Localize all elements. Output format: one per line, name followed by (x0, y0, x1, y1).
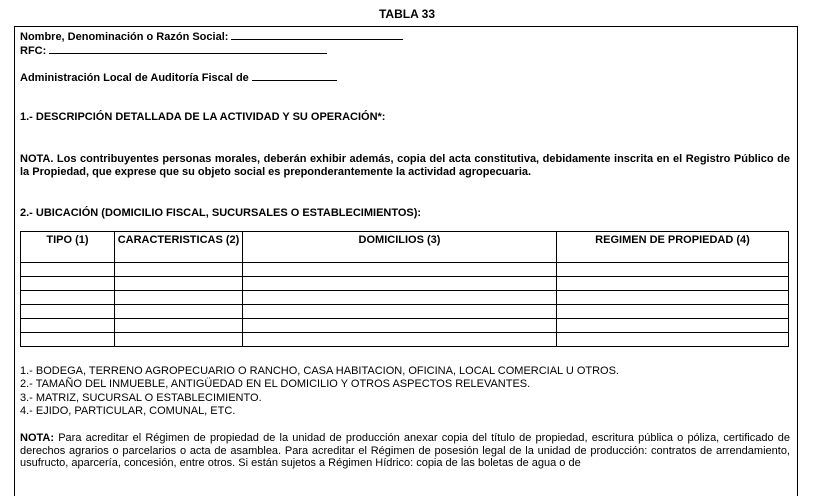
col-domicilios: DOMICILIOS (3) (243, 232, 557, 263)
table-cell[interactable] (557, 291, 789, 305)
table-cell[interactable] (21, 277, 115, 291)
table-cell[interactable] (115, 277, 243, 291)
table-row (21, 305, 789, 319)
table-cell[interactable] (243, 291, 557, 305)
col-caracteristicas: CARACTERISTICAS (2) (115, 232, 243, 263)
table-title: TABLA 33 (378, 7, 435, 21)
rfc-field (20, 43, 327, 57)
table-cell[interactable] (557, 333, 789, 347)
section1-heading: 1.- DESCRIPCIÓN DETALLADA DE LA ACTIVIDAD Y SU OPERACIÓN*: (20, 111, 386, 123)
table-cell[interactable] (243, 305, 557, 319)
footnote-4: 4.- EJIDO, PARTICULAR, COMUNAL, ETC. (20, 404, 236, 417)
table-cell[interactable] (243, 319, 557, 333)
table-cell[interactable] (557, 319, 789, 333)
footnote-2: 2.- TAMAÑO DEL INMUEBLE, ANTIGÜEDAD EN EL DOMICILIO Y OTROS ASPECTOS RELEVANTES. (20, 378, 531, 391)
table-cell[interactable] (115, 291, 243, 305)
final-note-label: NOTA: (20, 432, 55, 444)
table-cell[interactable] (21, 263, 115, 277)
name-label: Nombre, Denominación o Razón Social: (20, 31, 229, 43)
table-row (21, 319, 789, 333)
admin-blank[interactable] (252, 70, 337, 81)
table-cell[interactable] (115, 305, 243, 319)
footnote-3: 3.- MATRIZ, SUCURSAL O ESTABLECIMIENTO. (20, 391, 262, 404)
table-row (21, 263, 789, 277)
table-cell[interactable] (115, 319, 243, 333)
table-row (21, 291, 789, 305)
table-cell[interactable] (21, 291, 115, 305)
section2-heading: 2.- UBICACIÓN (DOMICILIO FISCAL, SUCURSALES O ESTABLECIMIENTOS): (20, 207, 422, 219)
table-cell[interactable] (21, 319, 115, 333)
table-cell[interactable] (115, 333, 243, 347)
col-tipo: TIPO (1) (21, 232, 115, 263)
final-note-text: Para acreditar el Régimen de propiedad de la unidad de producción anexar copia del título de propiedad, escritura pública o póliza, certificado de derechos agrarios o parcelarios o acta de asamblea. Para acreditar el Régimen de posesión legal de la unidad de producción: contratos de arrendamiento, usufructo, aparcería, concesión, entre otros. Si están sujetos a Régimen Hídrico: copia de las boletas de agua o de (20, 432, 790, 469)
admin-field (20, 70, 337, 84)
table-row (21, 333, 789, 347)
table-cell[interactable] (243, 277, 557, 291)
rfc-label: RFC: (20, 45, 47, 57)
table-cell[interactable] (557, 277, 789, 291)
final-note (20, 432, 790, 470)
location-table (20, 231, 789, 347)
table-cell[interactable] (243, 263, 557, 277)
table-cell[interactable] (21, 333, 115, 347)
admin-label: Administración Local de Auditoría Fiscal de (20, 72, 249, 84)
table-cell[interactable] (557, 263, 789, 277)
name-blank[interactable] (231, 29, 403, 40)
col-regimen: REGIMEN DE PROPIEDAD (4) (557, 232, 789, 263)
section1-note: NOTA. Los contribuyentes personas morales, deberán exhibir además, copia del acta constitutiva, debidamente inscrita en el Registro Público de la Propiedad, que exprese que su objeto social es preponderantemente la actividad agropecuaria. (20, 153, 790, 178)
table-cell[interactable] (557, 305, 789, 319)
table-cell[interactable] (21, 305, 115, 319)
table-cell[interactable] (115, 263, 243, 277)
footnotes (20, 365, 619, 418)
rfc-blank[interactable] (49, 43, 327, 54)
name-field (20, 29, 403, 43)
table-row (21, 277, 789, 291)
table-cell[interactable] (243, 333, 557, 347)
footnote-1: 1.- BODEGA, TERRENO AGROPECUARIO O RANCHO, CASA HABITACION, OFICINA, LOCAL COMERCIAL U OTROS. (20, 365, 619, 377)
table-header-row (21, 232, 789, 263)
